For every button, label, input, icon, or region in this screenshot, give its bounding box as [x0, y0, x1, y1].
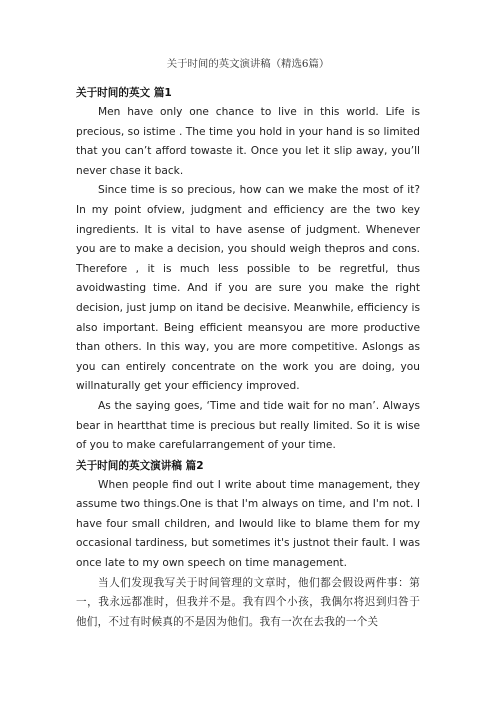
document-title: 关于时间的英文演讲稿（精选6篇） — [166, 58, 330, 70]
paragraph: Men have only one chance to live in this world. Life is precious, so istime . The time you hold in your hand is so limited that you can’t afford towaste it. Once you let it slip away, you’ll never chase it back. — [76, 106, 420, 177]
section-1 — [76, 86, 420, 456]
paragraph: As the saying goes, ‘Time and tide wait for no man’. Always bear in heartthat time is precious but really limited. So it is wise of you to make carefularrangement of your time. — [76, 399, 420, 452]
paragraph: Since time is so precious, how can we make the most of it?In my point ofview, judgment and efficiency are the two key ingredients. It is vital to have asense of judgment. Whenever you are to make a decision, you should weigh thepros and cons. Therefore , it is much less possible to be regretful, thus avoidwasting time. And if you are sure you make the right decision, just jump on itand be decisive. Meanwhile, efficiency is also important. Being efficient meansyou are more productive than others. In this way, you are more competitive. Aslongs as you can entirely concentrate on the work you are doing, you willnaturally get your efficiency improved. — [76, 184, 420, 393]
section-2 — [76, 459, 420, 633]
section-heading: 关于时间的英文演讲稿 篇2 — [76, 459, 204, 472]
paragraph-chinese: 当人们发现我写关于时间管理的文章时，他们都会假设两件事：第一，我永远都准时，但我并不是。我有四个小孩，我偶尔将迟到归咎于他们，不过有时候真的不是因为他们。我有一次在去我的一个关 — [76, 576, 420, 628]
paragraph: When people find out I write about time management, they assume two things.One is that I'm always on time, and I'm not. I have four small children, and Iwould like to blame them for my occasional tardiness, but sometimes it's justnot their fault. I was once late to my own speech on time management. — [76, 478, 420, 570]
section-heading: 关于时间的英文 篇1 — [76, 87, 172, 99]
